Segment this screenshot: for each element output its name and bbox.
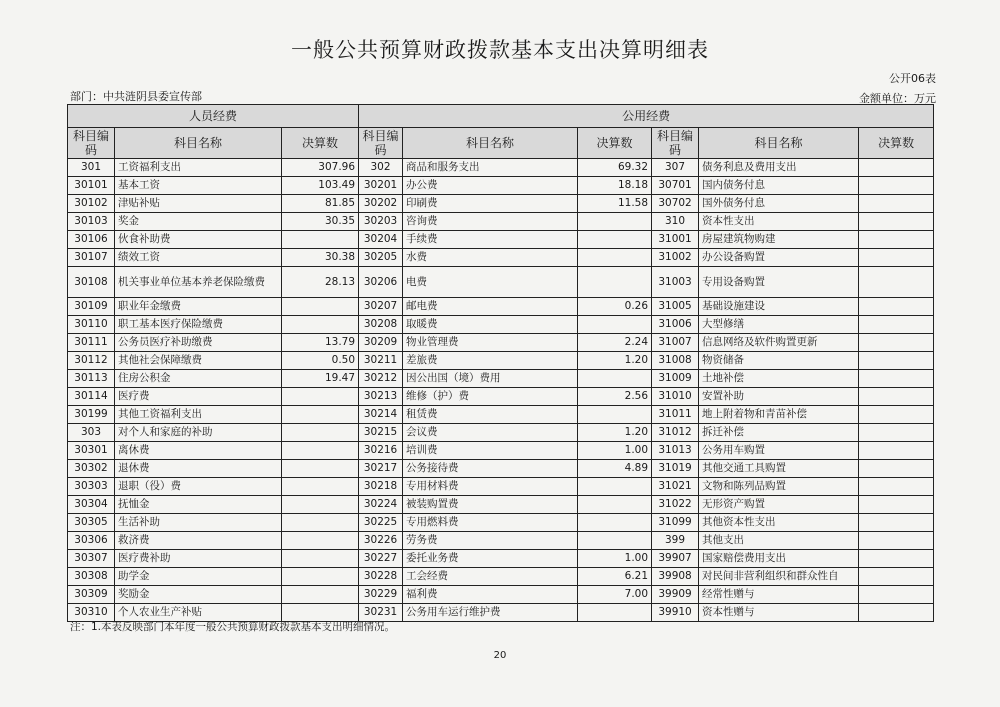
name-cell: 生活补助: [115, 514, 282, 532]
table-row: [68, 514, 934, 532]
code-cell: 303: [68, 424, 115, 442]
code-cell: 30208: [359, 316, 403, 334]
table-row: [68, 334, 934, 352]
code-cell: 31007: [652, 334, 699, 352]
name-cell: 国外债务付息: [699, 195, 859, 213]
code-cell: 30306: [68, 532, 115, 550]
amount-cell: [578, 478, 652, 496]
code-cell: 30110: [68, 316, 115, 334]
amount-cell: [578, 316, 652, 334]
table-row: [68, 550, 934, 568]
name-cell: 国内债务付息: [699, 177, 859, 195]
expenditure-table: [67, 104, 934, 622]
name-cell: 邮电费: [403, 298, 578, 316]
code-cell: 30227: [359, 550, 403, 568]
code-cell: 30102: [68, 195, 115, 213]
code-cell: 30113: [68, 370, 115, 388]
table-row: [68, 231, 934, 249]
name-cell: 维修（护）费: [403, 388, 578, 406]
header-amount: 决算数: [578, 128, 652, 159]
name-cell: 助学金: [115, 568, 282, 586]
name-cell: 差旅费: [403, 352, 578, 370]
name-cell: 培训费: [403, 442, 578, 460]
code-cell: 31013: [652, 442, 699, 460]
name-cell: 津贴补贴: [115, 195, 282, 213]
code-cell: 30205: [359, 249, 403, 267]
amount-cell: 11.58: [578, 195, 652, 213]
code-cell: 31012: [652, 424, 699, 442]
amount-cell: [859, 267, 934, 298]
code-cell: 39910: [652, 604, 699, 622]
amount-cell: [859, 388, 934, 406]
name-cell: 机关事业单位基本养老保险缴费: [115, 267, 282, 298]
unit-label: 金额单位：万元: [859, 92, 936, 105]
table-row: [68, 298, 934, 316]
code-cell: 30202: [359, 195, 403, 213]
name-cell: 个人农业生产补贴: [115, 604, 282, 622]
name-cell: 职业年金缴费: [115, 298, 282, 316]
name-cell: 医疗费补助: [115, 550, 282, 568]
name-cell: 医疗费: [115, 388, 282, 406]
code-cell: 30207: [359, 298, 403, 316]
amount-cell: [282, 406, 359, 424]
name-cell: 咨询费: [403, 213, 578, 231]
name-cell: 专用材料费: [403, 478, 578, 496]
amount-cell: 6.21: [578, 568, 652, 586]
amount-cell: [578, 249, 652, 267]
amount-cell: [282, 568, 359, 586]
amount-cell: [282, 550, 359, 568]
amount-cell: 307.96: [282, 159, 359, 177]
code-cell: 31005: [652, 298, 699, 316]
name-cell: 救济费: [115, 532, 282, 550]
amount-cell: 19.47: [282, 370, 359, 388]
amount-cell: [859, 478, 934, 496]
code-cell: 30203: [359, 213, 403, 231]
amount-cell: [282, 316, 359, 334]
name-cell: 电费: [403, 267, 578, 298]
table-row: [68, 352, 934, 370]
name-cell: 退职（役）费: [115, 478, 282, 496]
code-cell: 30107: [68, 249, 115, 267]
page-title: 一般公共预算财政拨款基本支出决算明细表: [291, 38, 709, 62]
group-personnel: 人员经费: [68, 105, 359, 128]
table-row: [68, 195, 934, 213]
table-row: [68, 568, 934, 586]
code-cell: 31003: [652, 267, 699, 298]
name-cell: 拆迁补偿: [699, 424, 859, 442]
header-name: 科目名称: [115, 128, 282, 159]
code-cell: 31006: [652, 316, 699, 334]
amount-cell: [578, 532, 652, 550]
table-row: [68, 406, 934, 424]
code-cell: 301: [68, 159, 115, 177]
amount-cell: [578, 370, 652, 388]
code-cell: 307: [652, 159, 699, 177]
code-cell: 30212: [359, 370, 403, 388]
amount-cell: [859, 514, 934, 532]
name-cell: 基本工资: [115, 177, 282, 195]
code-cell: 30309: [68, 586, 115, 604]
name-cell: 其他工资福利支出: [115, 406, 282, 424]
code-cell: 30199: [68, 406, 115, 424]
name-cell: 水费: [403, 249, 578, 267]
code-cell: 30204: [359, 231, 403, 249]
amount-cell: 7.00: [578, 586, 652, 604]
name-cell: 安置补助: [699, 388, 859, 406]
code-cell: 31001: [652, 231, 699, 249]
code-cell: 31022: [652, 496, 699, 514]
table-body: [68, 159, 934, 622]
header-name: 科目名称: [699, 128, 859, 159]
code-cell: 30213: [359, 388, 403, 406]
amount-cell: 69.32: [578, 159, 652, 177]
code-cell: 31002: [652, 249, 699, 267]
table-row: [68, 478, 934, 496]
name-cell: 退休费: [115, 460, 282, 478]
name-cell: 办公费: [403, 177, 578, 195]
group-public: 公用经费: [359, 105, 934, 128]
amount-cell: 1.20: [578, 352, 652, 370]
code-cell: 30201: [359, 177, 403, 195]
amount-cell: [859, 586, 934, 604]
code-cell: 30231: [359, 604, 403, 622]
code-cell: 30308: [68, 568, 115, 586]
page-number: 20: [493, 650, 507, 661]
table-row: [68, 267, 934, 298]
amount-cell: [859, 424, 934, 442]
form-code: 公开06表: [889, 72, 936, 85]
code-cell: 31009: [652, 370, 699, 388]
code-cell: 30304: [68, 496, 115, 514]
footnote: 注：1.本表反映部门本年度一般公共预算财政拨款基本支出明细情况。: [70, 621, 396, 633]
name-cell: 其他交通工具购置: [699, 460, 859, 478]
amount-cell: [282, 586, 359, 604]
amount-cell: 2.24: [578, 334, 652, 352]
amount-cell: 28.13: [282, 267, 359, 298]
amount-cell: [282, 298, 359, 316]
code-cell: 30310: [68, 604, 115, 622]
code-cell: 31021: [652, 478, 699, 496]
amount-cell: [859, 406, 934, 424]
name-cell: 公务用车运行维护费: [403, 604, 578, 622]
amount-cell: [859, 298, 934, 316]
name-cell: 对民间非营利组织和群众性自: [699, 568, 859, 586]
name-cell: 专用燃料费: [403, 514, 578, 532]
department-label: 部门：中共涟阴县委宣传部: [70, 90, 202, 103]
name-cell: 住房公积金: [115, 370, 282, 388]
name-cell: 债务利息及费用支出: [699, 159, 859, 177]
name-cell: 职工基本医疗保险缴费: [115, 316, 282, 334]
amount-cell: [578, 406, 652, 424]
code-cell: 31019: [652, 460, 699, 478]
amount-cell: [578, 213, 652, 231]
code-cell: 30226: [359, 532, 403, 550]
code-cell: 30114: [68, 388, 115, 406]
amount-cell: [859, 195, 934, 213]
code-cell: 30303: [68, 478, 115, 496]
name-cell: 租赁费: [403, 406, 578, 424]
code-cell: 30206: [359, 267, 403, 298]
code-cell: 30701: [652, 177, 699, 195]
table-row: [68, 316, 934, 334]
code-cell: 30218: [359, 478, 403, 496]
name-cell: 公务接待费: [403, 460, 578, 478]
name-cell: 基础设施建设: [699, 298, 859, 316]
amount-cell: [859, 370, 934, 388]
amount-cell: [859, 460, 934, 478]
table-row: [68, 159, 934, 177]
name-cell: 绩效工资: [115, 249, 282, 267]
code-cell: 39908: [652, 568, 699, 586]
amount-cell: [859, 496, 934, 514]
amount-cell: 4.89: [578, 460, 652, 478]
amount-cell: [578, 267, 652, 298]
name-cell: 公务员医疗补助缴费: [115, 334, 282, 352]
name-cell: 委托业务费: [403, 550, 578, 568]
code-cell: 30109: [68, 298, 115, 316]
amount-cell: 2.56: [578, 388, 652, 406]
amount-cell: 18.18: [578, 177, 652, 195]
name-cell: 文物和陈列品购置: [699, 478, 859, 496]
amount-cell: 30.35: [282, 213, 359, 231]
header-name: 科目名称: [403, 128, 578, 159]
amount-cell: [282, 478, 359, 496]
name-cell: 信息网络及软件购置更新: [699, 334, 859, 352]
name-cell: 其他支出: [699, 532, 859, 550]
name-cell: 伙食补助费: [115, 231, 282, 249]
amount-cell: [282, 442, 359, 460]
amount-cell: [859, 550, 934, 568]
header-code: 科目编码: [359, 128, 403, 159]
name-cell: 其他社会保障缴费: [115, 352, 282, 370]
amount-cell: 103.49: [282, 177, 359, 195]
name-cell: 经常性赠与: [699, 586, 859, 604]
code-cell: 31010: [652, 388, 699, 406]
name-cell: 国家赔偿费用支出: [699, 550, 859, 568]
name-cell: 工会经费: [403, 568, 578, 586]
name-cell: 资本性赠与: [699, 604, 859, 622]
amount-cell: [859, 159, 934, 177]
code-cell: 30209: [359, 334, 403, 352]
name-cell: 福利费: [403, 586, 578, 604]
amount-cell: [578, 496, 652, 514]
name-cell: 公务用车购置: [699, 442, 859, 460]
amount-cell: [859, 352, 934, 370]
name-cell: 工资福利支出: [115, 159, 282, 177]
header-code: 科目编码: [68, 128, 115, 159]
amount-cell: 1.00: [578, 442, 652, 460]
table-row: [68, 496, 934, 514]
amount-cell: [859, 249, 934, 267]
code-cell: 30215: [359, 424, 403, 442]
amount-cell: 1.20: [578, 424, 652, 442]
code-cell: 30302: [68, 460, 115, 478]
name-cell: 手续费: [403, 231, 578, 249]
amount-cell: 13.79: [282, 334, 359, 352]
table-row: [68, 532, 934, 550]
code-cell: 30217: [359, 460, 403, 478]
amount-cell: [859, 604, 934, 622]
header-code: 科目编码: [652, 128, 699, 159]
code-cell: 30305: [68, 514, 115, 532]
name-cell: 其他资本性支出: [699, 514, 859, 532]
table-row: [68, 370, 934, 388]
amount-cell: [859, 231, 934, 249]
name-cell: 商品和服务支出: [403, 159, 578, 177]
amount-cell: [282, 514, 359, 532]
amount-cell: [282, 532, 359, 550]
name-cell: 劳务费: [403, 532, 578, 550]
amount-cell: [282, 231, 359, 249]
name-cell: 物业管理费: [403, 334, 578, 352]
code-cell: 30111: [68, 334, 115, 352]
table-row: [68, 424, 934, 442]
amount-cell: [859, 334, 934, 352]
code-cell: 31099: [652, 514, 699, 532]
name-cell: 办公设备购置: [699, 249, 859, 267]
name-cell: 奖金: [115, 213, 282, 231]
name-cell: 地上附着物和青苗补偿: [699, 406, 859, 424]
name-cell: 房屋建筑物购建: [699, 231, 859, 249]
amount-cell: [859, 213, 934, 231]
code-cell: 31008: [652, 352, 699, 370]
amount-cell: [282, 496, 359, 514]
table-row: [68, 213, 934, 231]
name-cell: 因公出国（境）费用: [403, 370, 578, 388]
header-amount: 决算数: [282, 128, 359, 159]
code-cell: 30225: [359, 514, 403, 532]
amount-cell: 0.26: [578, 298, 652, 316]
name-cell: 专用设备购置: [699, 267, 859, 298]
name-cell: 资本性支出: [699, 213, 859, 231]
table-row: [68, 442, 934, 460]
name-cell: 抚恤金: [115, 496, 282, 514]
name-cell: 物资储备: [699, 352, 859, 370]
table-row: [68, 586, 934, 604]
code-cell: 399: [652, 532, 699, 550]
table-row: [68, 249, 934, 267]
code-cell: 310: [652, 213, 699, 231]
code-cell: 30214: [359, 406, 403, 424]
name-cell: 无形资产购置: [699, 496, 859, 514]
header-amount: 决算数: [859, 128, 934, 159]
amount-cell: [282, 388, 359, 406]
amount-cell: 0.50: [282, 352, 359, 370]
code-cell: 30101: [68, 177, 115, 195]
code-cell: 31011: [652, 406, 699, 424]
code-cell: 30103: [68, 213, 115, 231]
amount-cell: [282, 460, 359, 478]
code-cell: 30301: [68, 442, 115, 460]
table-row: [68, 460, 934, 478]
code-cell: 30228: [359, 568, 403, 586]
name-cell: 奖励金: [115, 586, 282, 604]
code-cell: 30211: [359, 352, 403, 370]
code-cell: 30307: [68, 550, 115, 568]
name-cell: 大型修缮: [699, 316, 859, 334]
table-row: [68, 388, 934, 406]
code-cell: 39907: [652, 550, 699, 568]
code-cell: 30216: [359, 442, 403, 460]
amount-cell: 81.85: [282, 195, 359, 213]
table-row: [68, 177, 934, 195]
code-cell: 30108: [68, 267, 115, 298]
amount-cell: [578, 514, 652, 532]
code-cell: 30112: [68, 352, 115, 370]
name-cell: 印刷费: [403, 195, 578, 213]
code-cell: 30106: [68, 231, 115, 249]
name-cell: 对个人和家庭的补助: [115, 424, 282, 442]
name-cell: 被装购置费: [403, 496, 578, 514]
amount-cell: [282, 424, 359, 442]
name-cell: 土地补偿: [699, 370, 859, 388]
code-cell: 30224: [359, 496, 403, 514]
name-cell: 取暖费: [403, 316, 578, 334]
amount-cell: [859, 568, 934, 586]
amount-cell: [859, 316, 934, 334]
name-cell: 会议费: [403, 424, 578, 442]
amount-cell: [578, 604, 652, 622]
code-cell: 30702: [652, 195, 699, 213]
name-cell: 离休费: [115, 442, 282, 460]
code-cell: 302: [359, 159, 403, 177]
amount-cell: 30.38: [282, 249, 359, 267]
amount-cell: [578, 231, 652, 249]
code-cell: 39909: [652, 586, 699, 604]
amount-cell: [859, 177, 934, 195]
amount-cell: 1.00: [578, 550, 652, 568]
amount-cell: [859, 442, 934, 460]
code-cell: 30229: [359, 586, 403, 604]
amount-cell: [859, 532, 934, 550]
